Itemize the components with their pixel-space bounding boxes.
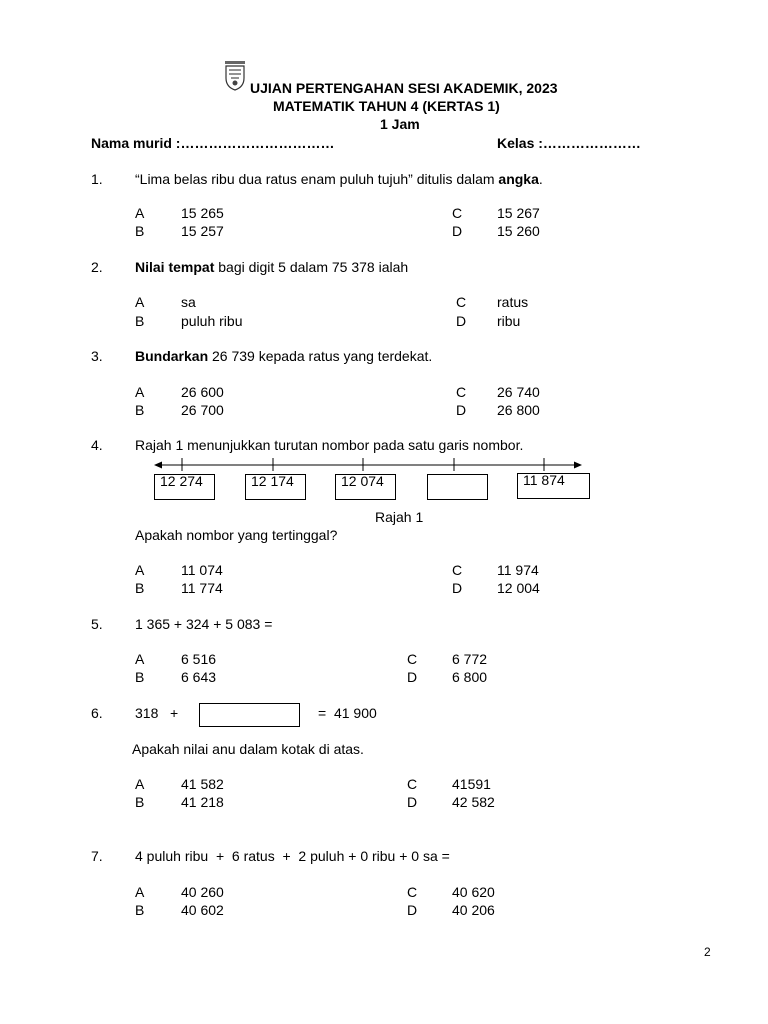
option-text: 40 206 [452,902,495,918]
option-text: 6 800 [452,669,488,685]
option-text: ribu [497,313,521,329]
option-letter: C [456,384,467,400]
option-text: 11 774 [181,580,223,596]
option-letter: A [135,384,145,400]
exam-title: UJIAN PERTENGAHAN SESI AKADEMIK, 2023 [250,80,558,96]
option-letter: A [135,562,145,578]
option-text: ratus [497,294,529,310]
option-letter: A [135,776,145,792]
number-box [335,474,396,500]
option-letter: D [407,902,418,918]
option-letter: B [135,902,145,918]
option-letter: B [135,313,145,329]
option-text: 40 620 [452,884,495,900]
option-letter: B [135,669,145,685]
option-letter: C [452,205,463,221]
option-text: 6 643 [181,669,217,685]
question-number: 1. [91,171,103,187]
option-text: 11 974 [497,562,539,578]
option-text: 26 700 [181,402,224,418]
question-stem: 1 365 + 324 + 5 083 = [135,616,273,632]
exam-duration: 1 Jam [380,116,420,132]
option-text: 42 582 [452,794,495,810]
stem-bold: angka [498,171,539,187]
question-stem [135,259,408,275]
number-box-value: 12 074 [341,473,384,489]
option-text: 26 740 [497,384,540,400]
missing-number-box [427,474,488,500]
arrow-right-icon [574,462,582,469]
option-text: 15 265 [181,205,224,221]
option-letter: B [135,580,145,596]
question-prompt: Apakah nombor yang tertinggal? [135,527,338,543]
option-text: 40 602 [181,902,224,918]
option-letter: C [407,776,418,792]
question-stem: Rajah 1 menunjukkan turutan nombor pada satu garis nombor. [135,437,524,453]
stem-bold: Nilai tempat [135,259,215,275]
stem-text: 26 739 kepada ratus yang terdekat. [208,348,433,364]
figure-caption: Rajah 1 [375,509,424,525]
option-letter: A [135,651,145,667]
question-number: 7. [91,848,103,864]
option-text: 15 260 [497,223,540,239]
option-text: sa [181,294,196,310]
question-number: 2. [91,259,103,275]
option-letter: D [407,669,418,685]
number-box-value: 12 274 [160,473,203,489]
question-number: 5. [91,616,103,632]
option-text: 15 257 [181,223,224,239]
option-letter: C [456,294,467,310]
stem-text: “Lima belas ribu dua ratus enam puluh tujuh” ditulis dalam [135,171,499,187]
option-letter: C [407,884,418,900]
option-text: 41591 [452,776,491,792]
option-text: 6 772 [452,651,488,667]
number-box [154,474,215,500]
option-text: 6 516 [181,651,217,667]
answer-box [199,703,300,727]
option-letter: D [452,223,463,239]
class-field: Kelas :………………… [497,135,641,151]
option-letter: B [135,223,145,239]
question-stem [135,348,432,364]
number-box-value: 11 874 [523,472,565,488]
exam-subject: MATEMATIK TAHUN 4 (KERTAS 1) [273,98,500,114]
option-letter: A [135,294,145,310]
option-text: 26 800 [497,402,540,418]
stem-text: bagi digit 5 dalam 75 378 ialah [214,259,409,275]
school-logo [222,60,248,92]
option-text: 12 004 [497,580,540,596]
equation-left: 318 + [135,705,179,721]
stem-bold: Bundarkan [135,348,209,364]
option-text: 41 218 [181,794,224,810]
stem-text: . [538,171,543,187]
option-letter: A [135,205,145,221]
question-number: 4. [91,437,103,453]
number-box [245,474,306,500]
option-letter: B [135,794,145,810]
student-name-field: Nama murid :…………………………… [91,135,335,151]
option-letter: D [456,402,467,418]
option-letter: B [135,402,145,418]
option-letter: A [135,884,145,900]
arrow-left-icon [154,462,162,469]
option-text: 40 260 [181,884,224,900]
question-stem: 4 puluh ribu + 6 ratus + 2 puluh + 0 ribu + 0 sa = [135,848,450,864]
question-number: 6. [91,705,103,721]
option-letter: D [452,580,463,596]
equation-right: = 41 900 [318,705,377,721]
option-text: 15 267 [497,205,540,221]
question-stem [135,171,543,187]
number-box-value: 12 174 [251,473,294,489]
option-text: 41 582 [181,776,224,792]
question-number: 3. [91,348,103,364]
option-letter: C [407,651,418,667]
number-box [517,473,590,499]
option-letter: D [456,313,467,329]
page-number: 2 [704,945,711,959]
option-text: 26 600 [181,384,224,400]
option-letter: D [407,794,418,810]
option-text: puluh ribu [181,313,243,329]
question-prompt: Apakah nilai anu dalam kotak di atas. [132,741,364,757]
option-letter: C [452,562,463,578]
option-text: 11 074 [181,562,223,578]
